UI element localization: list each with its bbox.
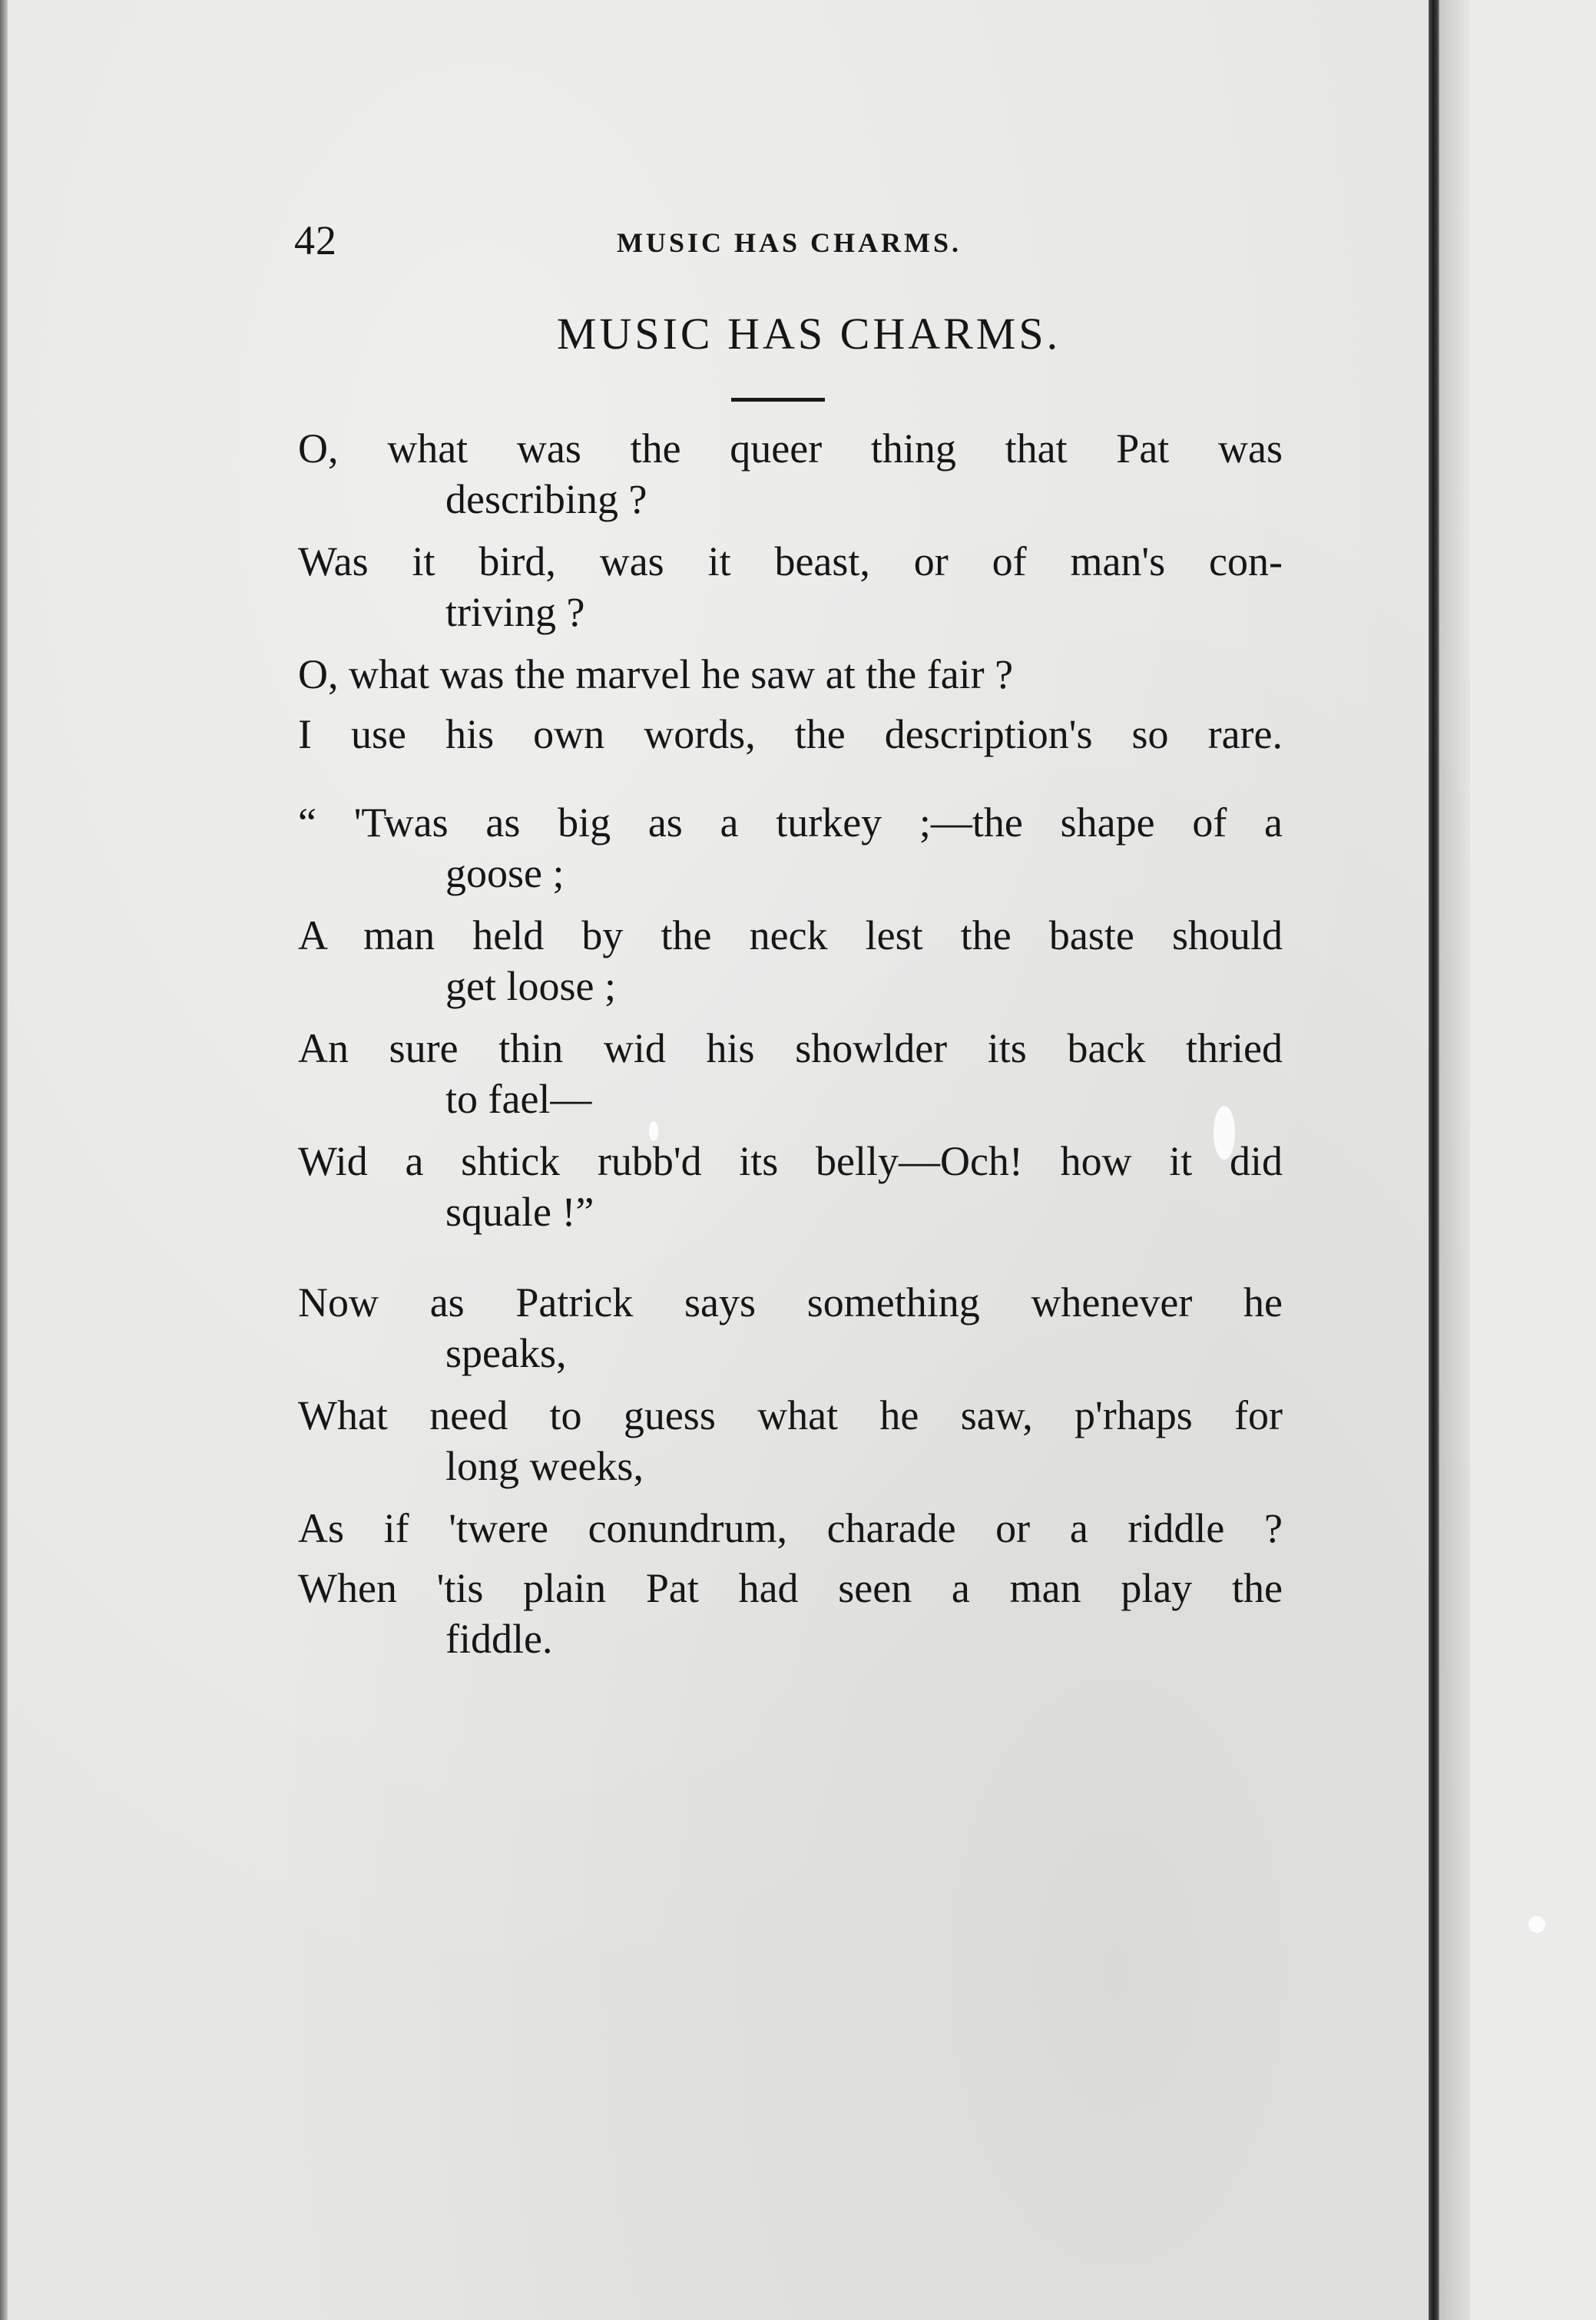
verse-line-text: As if 'twere conundrum, charade or a riddle ? <box>298 1505 1283 1551</box>
poem-body <box>298 419 1296 1699</box>
verse-line-text: O, what was the queer thing that Pat was <box>298 425 1283 472</box>
verse-line-text: Now as Patrick says something whenever he <box>298 1279 1283 1325</box>
verse-line <box>298 419 1296 531</box>
running-head: MUSIC HAS CHARMS. <box>617 227 962 258</box>
verse-line-continuation: triving ? <box>445 589 585 635</box>
verse-line-continuation: squale !” <box>445 1189 594 1235</box>
stanza-2 <box>298 793 1296 1244</box>
verse-line <box>298 704 1296 764</box>
verse-line <box>298 531 1296 644</box>
page-header <box>294 213 1293 267</box>
verse-line <box>298 1385 1296 1498</box>
poem-title: MUSIC HAS CHARMS. <box>556 309 1061 359</box>
title-rule <box>731 398 825 402</box>
verse-line <box>298 905 1296 1018</box>
verse-line-text: O, what was the marvel he saw at the fair ? <box>298 651 1014 697</box>
verse-line-text: A man held by the neck lest the baste should <box>298 912 1283 958</box>
verse-line-text: I use his own words, the description's so rare. <box>298 711 1283 757</box>
verse-line <box>298 1558 1296 1671</box>
verse-line-text: What need to guess what he saw, p'rhaps for <box>298 1392 1283 1438</box>
page-number: 42 <box>294 217 337 263</box>
stanza-1 <box>298 419 1296 764</box>
spine-shadow <box>1439 0 1470 2320</box>
verse-line-text: “ 'Twas as big as a turkey ;—the shape of a <box>298 799 1283 846</box>
verse-line-continuation: fiddle. <box>445 1616 553 1662</box>
verse-line-continuation: describing ? <box>445 476 647 522</box>
verse-line-text: An sure thin wid his showlder its back thried <box>298 1025 1283 1071</box>
facing-page-edge <box>1470 0 1596 2320</box>
verse-line-text: Wid a shtick rubb'd its belly—Och! how it did <box>298 1138 1283 1184</box>
left-page-edge <box>0 0 8 2320</box>
verse-line-continuation: goose ; <box>445 850 565 896</box>
verse-line-continuation: speaks, <box>445 1330 567 1376</box>
verse-line-text: When 'tis plain Pat had seen a man play the <box>298 1565 1283 1611</box>
paper-blemish <box>1528 1916 1545 1933</box>
verse-line <box>298 644 1296 704</box>
verse-line-continuation: long weeks, <box>445 1443 644 1489</box>
book-spine <box>1429 0 1439 2320</box>
verse-line <box>298 1018 1296 1131</box>
stanza-3 <box>298 1273 1296 1671</box>
verse-line-text: Was it bird, was it beast, or of man's con- <box>298 538 1283 584</box>
verse-line <box>298 1273 1296 1385</box>
verse-line-continuation: get loose ; <box>445 963 616 1009</box>
verse-line <box>298 1498 1296 1558</box>
verse-line <box>298 1131 1296 1244</box>
verse-line <box>298 793 1296 905</box>
verse-line-continuation: to fael— <box>445 1076 592 1122</box>
